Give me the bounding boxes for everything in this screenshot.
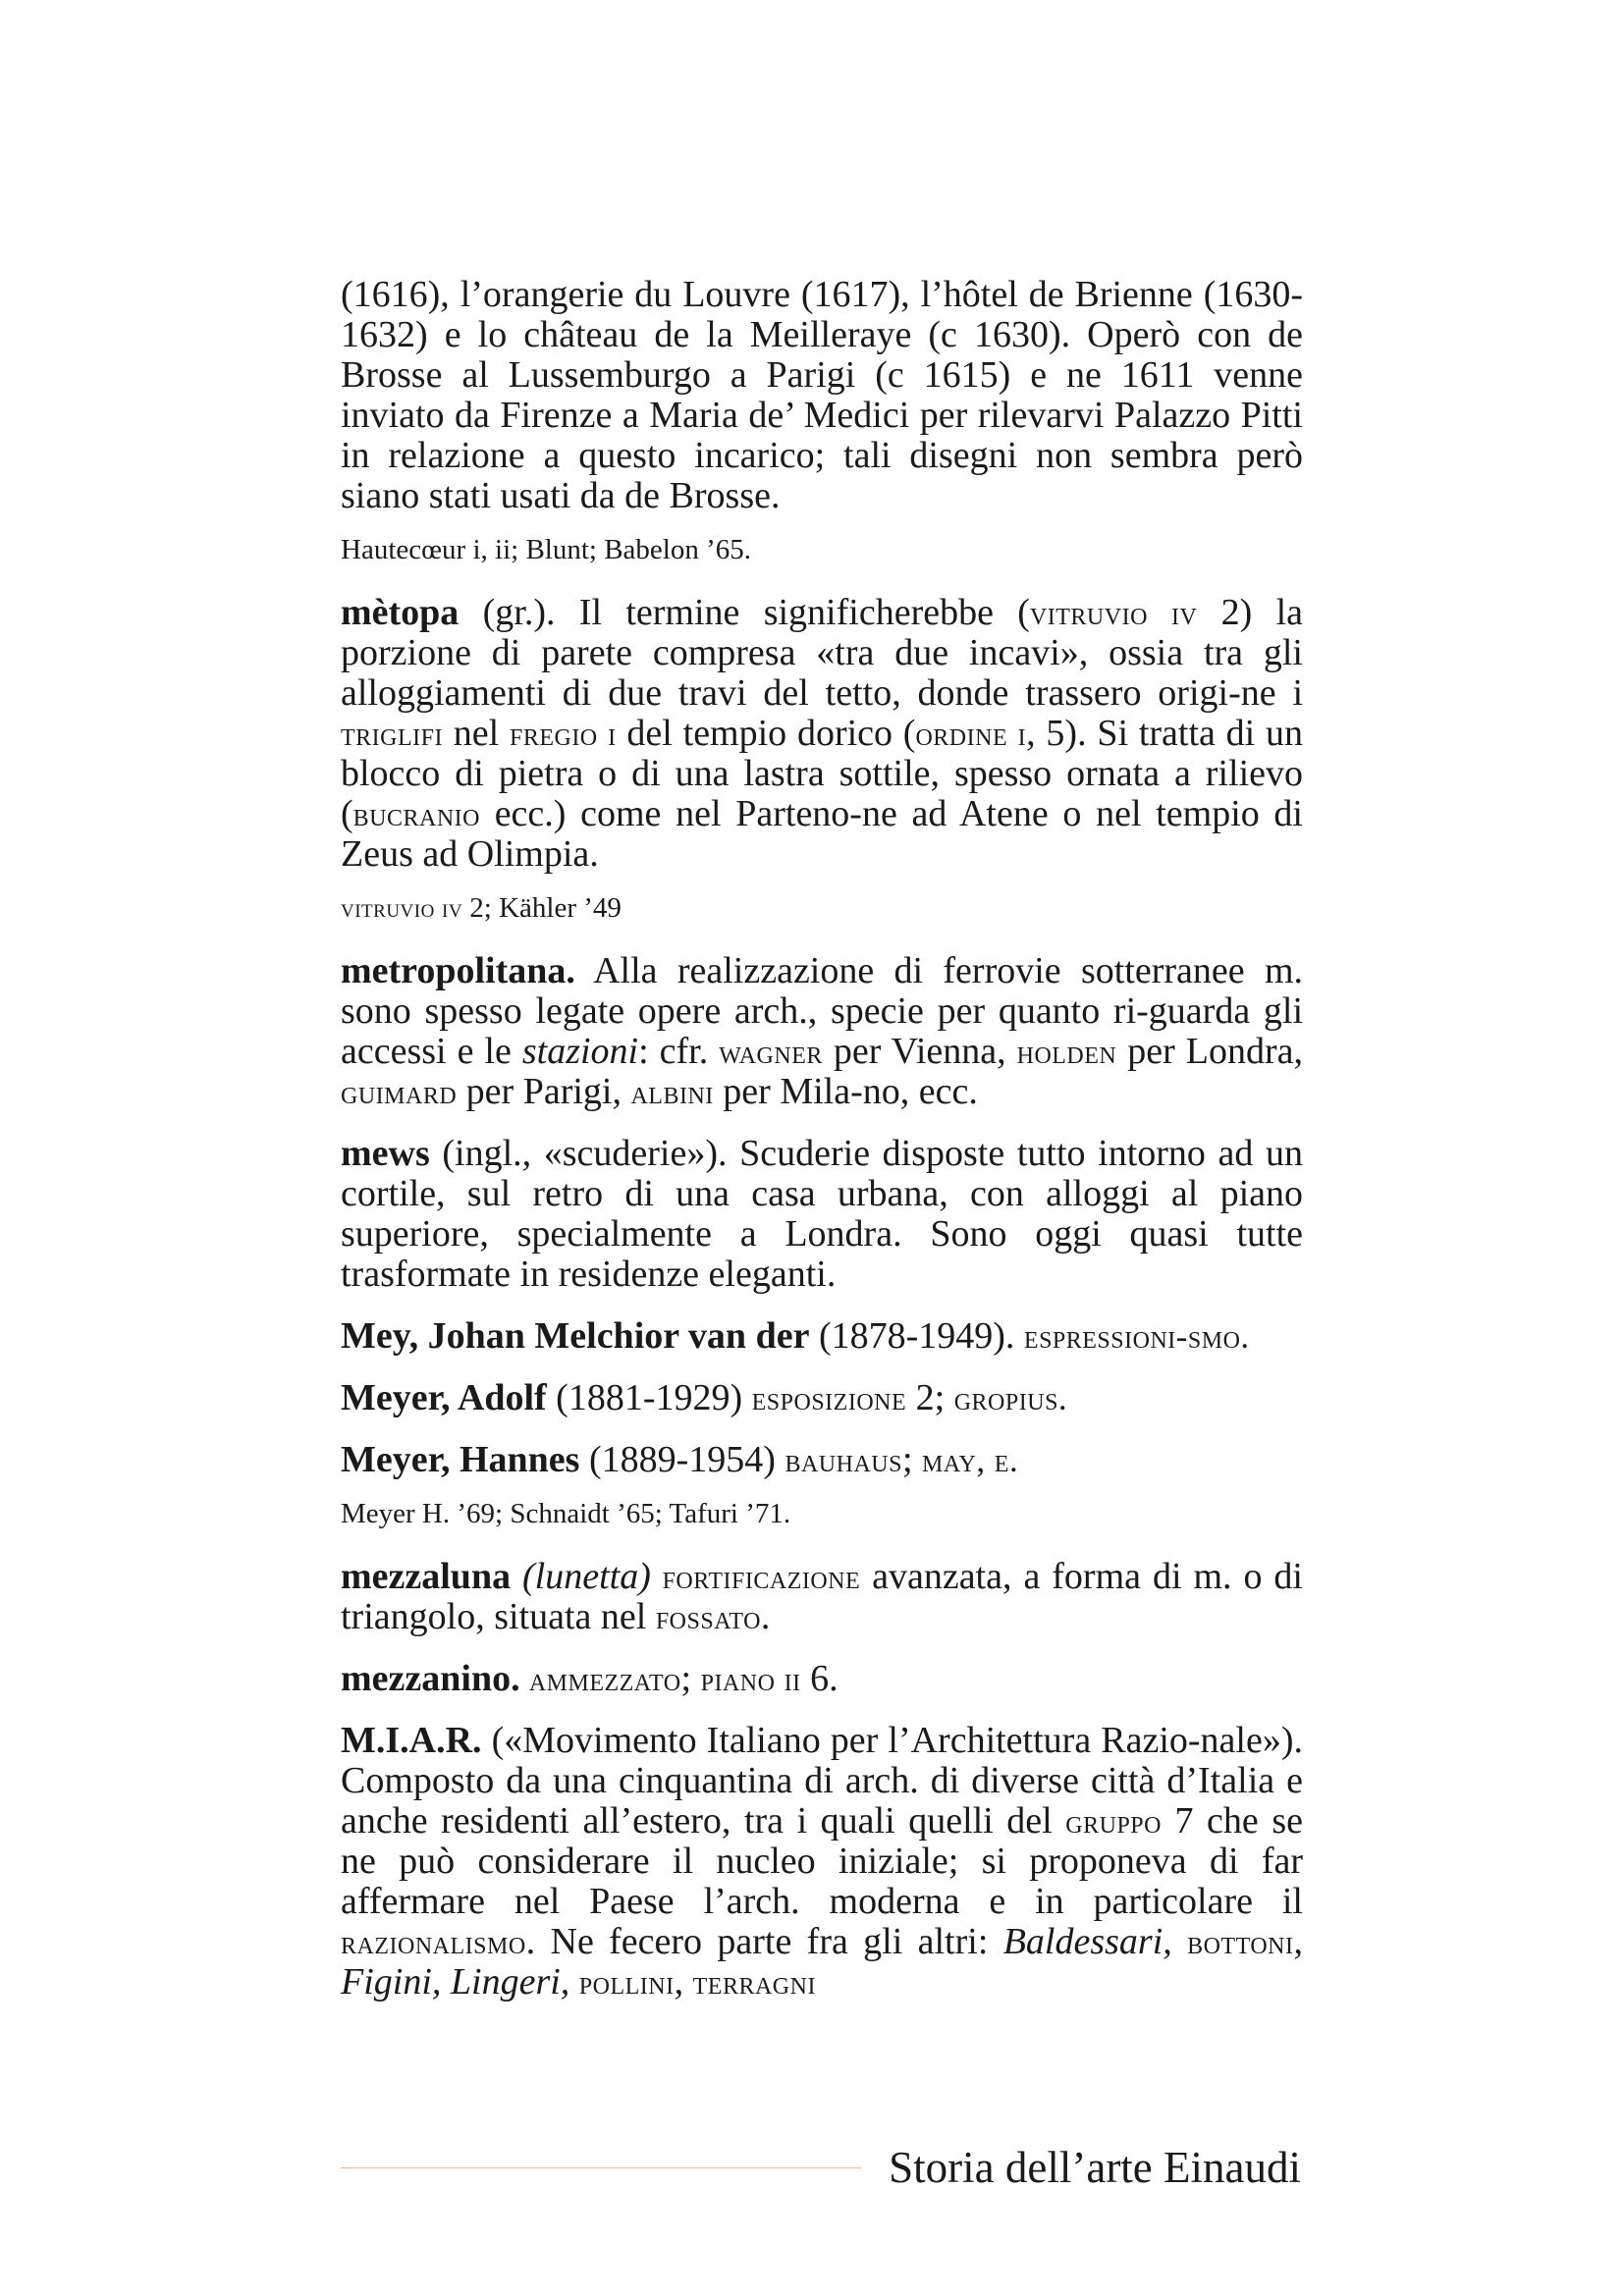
entry-text: per Parigi, — [457, 1071, 631, 1112]
headword: mètopa — [341, 592, 460, 633]
continuation-line: con de Brosse al Lussemburgo a Parigi (c 1615) e ne 1611 — [341, 314, 1304, 396]
continuation-paragraph — [341, 275, 1303, 516]
entry-text-italic: (lunetta) — [511, 1556, 651, 1597]
continuation-line: (1616), l’orangerie du Louvre (1617), l’hôtel de Brienne — [341, 274, 1193, 315]
cross-reference: albini — [630, 1073, 714, 1111]
entry-dates: (1878-1949). — [809, 1315, 1024, 1357]
page-body — [341, 275, 1303, 2024]
continuation-line: non sembra però siano stati usati da de Brosse. — [341, 435, 1304, 516]
entry-text: per Londra, — [1116, 1031, 1303, 1072]
entry-text: 2; — [906, 1377, 954, 1418]
entry-text: (gr.). Il termine significherebbe ( — [459, 592, 1030, 633]
entry-metropolitana — [341, 951, 1303, 1112]
headword: Meyer, Adolf — [341, 1377, 547, 1418]
cross-reference: bucranio — [352, 795, 480, 833]
entry-text: Alla realizzazione di ferrovie sotterranee m. sono spesso legate opere arch., specie per quanto ri-guarda gli accessi e le — [341, 950, 1303, 1072]
headword: mews — [341, 1133, 430, 1174]
entry-mezzanino — [341, 1659, 1303, 1699]
entry-text — [1172, 1921, 1187, 1962]
footer-title: Storia dell’arte Einaudi — [889, 2143, 1301, 2192]
entry-text: (ingl., «scuderie»). Scuderie disposte tutto intorno ad un cortile, sul retro di una casa urbana, con alloggi al piano superiore, specialmente a Londra. Sono oggi quasi tutte trasformate in residenze eleganti. — [341, 1133, 1303, 1295]
cross-reference: terragni — [692, 1963, 816, 2002]
entry-dates: (1889-1954) — [579, 1439, 785, 1480]
cross-reference: esposizione — [751, 1379, 907, 1417]
entry-text: 7 che se ne può considerare il nucleo iniziale; si proponeva di far affermare nel Paese l’arch. moderna e in particolare il — [341, 1800, 1303, 1922]
entry-text: avanzata, a forma di m. o di triangolo, situata nel — [341, 1556, 1303, 1637]
cross-reference: fortificazione — [650, 1558, 861, 1596]
continuation-line: venne inviato da Firenze a Maria de’ Medici per rilevarvi — [341, 354, 1304, 436]
cross-reference: triglifi — [341, 715, 443, 753]
cross-reference: holden — [1016, 1033, 1117, 1071]
entry-text: per Vienna, — [822, 1031, 1017, 1072]
continuation-line: (1630-1632) e lo château de la Meilleraye (c 1630). Operò — [341, 274, 1303, 355]
cross-reference: fregio i — [509, 715, 617, 753]
bibliography-text: 2; Kähler ’49 — [462, 892, 622, 924]
entry-metopa — [341, 593, 1303, 875]
headword: mezzaluna — [341, 1556, 512, 1597]
entry-dates: (1881-1929) — [546, 1377, 752, 1418]
headword: Meyer, Hannes — [341, 1439, 580, 1480]
entry-text-italic: Baldessari, — [1002, 1921, 1172, 1962]
entry-mey — [341, 1316, 1303, 1357]
cross-reference: razionalismo — [341, 1923, 526, 1961]
entry-text-italic: stazioni — [521, 1031, 639, 1072]
entry-text: ; — [680, 1658, 701, 1699]
entry-text: per Mila-no, ecc. — [713, 1071, 978, 1112]
entry-text: del tempio dorico ( — [616, 713, 916, 754]
entry-text — [569, 1961, 579, 2002]
cross-reference: fossato — [655, 1598, 761, 1636]
cross-reference: bottoni — [1187, 1923, 1294, 1961]
cross-reference: vitruvio iv — [1029, 594, 1198, 632]
entry-text: ; — [901, 1439, 923, 1480]
cross-reference: ammezzato — [519, 1660, 681, 1698]
cross-reference: vitruvio iv — [341, 893, 463, 923]
headword: Mey, Johan Melchior van der — [341, 1315, 810, 1357]
cross-reference: may, e. — [922, 1441, 1019, 1479]
entry-mews — [341, 1134, 1303, 1295]
cross-reference: ordine i — [915, 715, 1027, 753]
entry-text: , 5). Si tratta di un blocco di pietra o di una lastra sottile, spesso ornata a rilievo ( — [341, 713, 1303, 834]
headword: M.I.A.R. — [341, 1720, 482, 1761]
headword: metropolitana. — [341, 950, 575, 991]
entry-text-italic: Figini, Lingeri, — [341, 1961, 570, 2002]
cross-reference: espressioni-smo. — [1023, 1317, 1250, 1356]
footer-rule — [341, 2167, 861, 2168]
cross-reference: piano ii — [700, 1660, 801, 1698]
cross-reference: pollini — [578, 1963, 675, 2002]
entry-text: . — [760, 1596, 771, 1637]
entry-meyer-adolf — [341, 1378, 1303, 1418]
entry-text: . Ne fecero parte fra gli altri: — [525, 1921, 1003, 1962]
entry-text: 2) la porzione di parete compresa «tra due incavi», ossia tra gli alloggiamenti di due travi del tetto, donde trassero origi-ne i — [341, 592, 1303, 714]
entry-text: ecc.) come nel Parteno-ne ad Atene o nel tempio di Zeus ad Olimpia. — [341, 793, 1303, 875]
entry-text: : cfr. — [638, 1031, 720, 1072]
cross-reference: guimard — [341, 1073, 458, 1111]
entry-meyer-hannes — [341, 1440, 1303, 1480]
cross-reference: gruppo — [1065, 1802, 1162, 1841]
entry-text: («Movimento Italiano per l’Architettura Razio-nale»). Composto da una cinquantina di arch. di diverse città d’Italia e anche residenti all’estero, tra i quali quelli del — [341, 1720, 1303, 1842]
bibliography-hautecoeur: Hautecœur i, ii; Blunt; Babelon ’65. — [341, 534, 752, 565]
entry-text: 6. — [800, 1658, 839, 1699]
headword: mezzanino. — [341, 1658, 520, 1699]
bibliography-meyer-hannes: Meyer H. ’69; Schnaidt ’65; Tafuri ’71. — [341, 1498, 791, 1529]
bibliography-metopa — [341, 890, 1303, 926]
cross-reference: bauhaus — [784, 1441, 902, 1479]
entry-text: , — [1293, 1921, 1304, 1962]
cross-reference: gropius. — [953, 1379, 1068, 1417]
entry-text: nel — [442, 713, 510, 754]
cross-reference: wagner — [719, 1033, 823, 1071]
entry-text: , — [674, 1961, 693, 2002]
continuation-line: Palazzo Pitti in relazione a questo incarico; tali disegni — [341, 395, 1303, 476]
entry-miar — [341, 1721, 1303, 2002]
entry-mezzaluna — [341, 1557, 1303, 1637]
